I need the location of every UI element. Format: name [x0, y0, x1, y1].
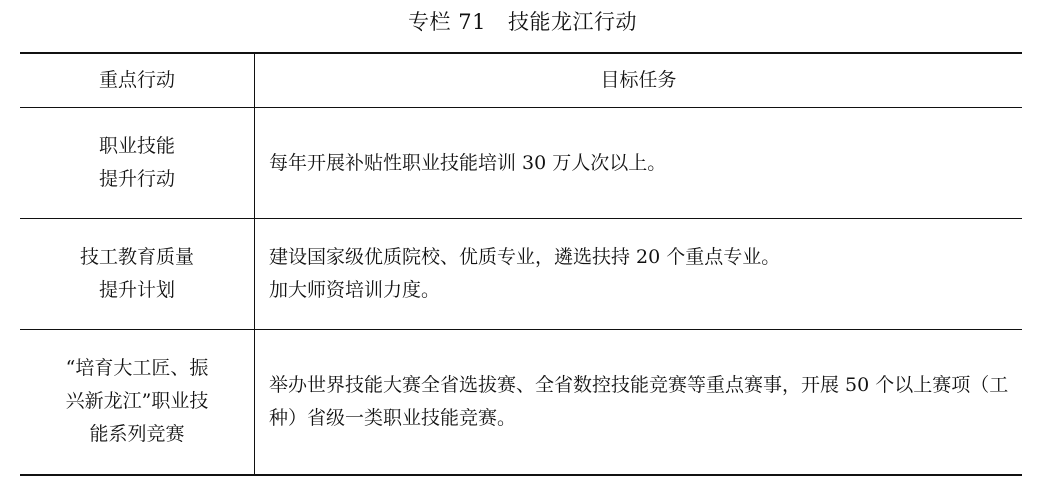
table-row	[20, 219, 1022, 330]
row-action-text: 职业技能 提升行动	[98, 135, 175, 190]
row-task-text: 建设国家级优质院校、优质专业，遴选扶持 20 个重点专业。 加大师资培训力度。	[269, 246, 781, 301]
row-task-text: 举办世界技能大赛全省选拔赛、全省数控技能竞赛等重点赛事，开展 50 个以上赛项（工种）省级一类职业技能竞赛。	[269, 373, 1009, 429]
column-number: 专栏 71	[408, 10, 486, 34]
row-action-cell	[20, 219, 255, 330]
row-action-cell	[20, 330, 255, 475]
header-target-task: 目标任务	[255, 53, 1023, 108]
column-name: 技能龙江行动	[507, 10, 637, 34]
row-action-text: “培育大工匠、振 兴新龙江”职业技 能系列竞赛	[65, 357, 209, 446]
header-key-action: 重点行动	[20, 53, 255, 108]
table-row	[20, 330, 1022, 475]
row-task-cell	[255, 219, 1023, 330]
row-task-cell	[255, 330, 1023, 475]
row-action-cell	[20, 108, 255, 219]
table-header-row	[20, 53, 1022, 108]
row-task-cell	[255, 108, 1023, 219]
column-title	[0, 8, 1045, 36]
action-table	[20, 52, 1022, 476]
table-row	[20, 108, 1022, 219]
row-action-text: 技工教育质量 提升计划	[79, 246, 194, 301]
row-task-text: 每年开展补贴性职业技能培训 30 万人次以上。	[269, 151, 667, 174]
